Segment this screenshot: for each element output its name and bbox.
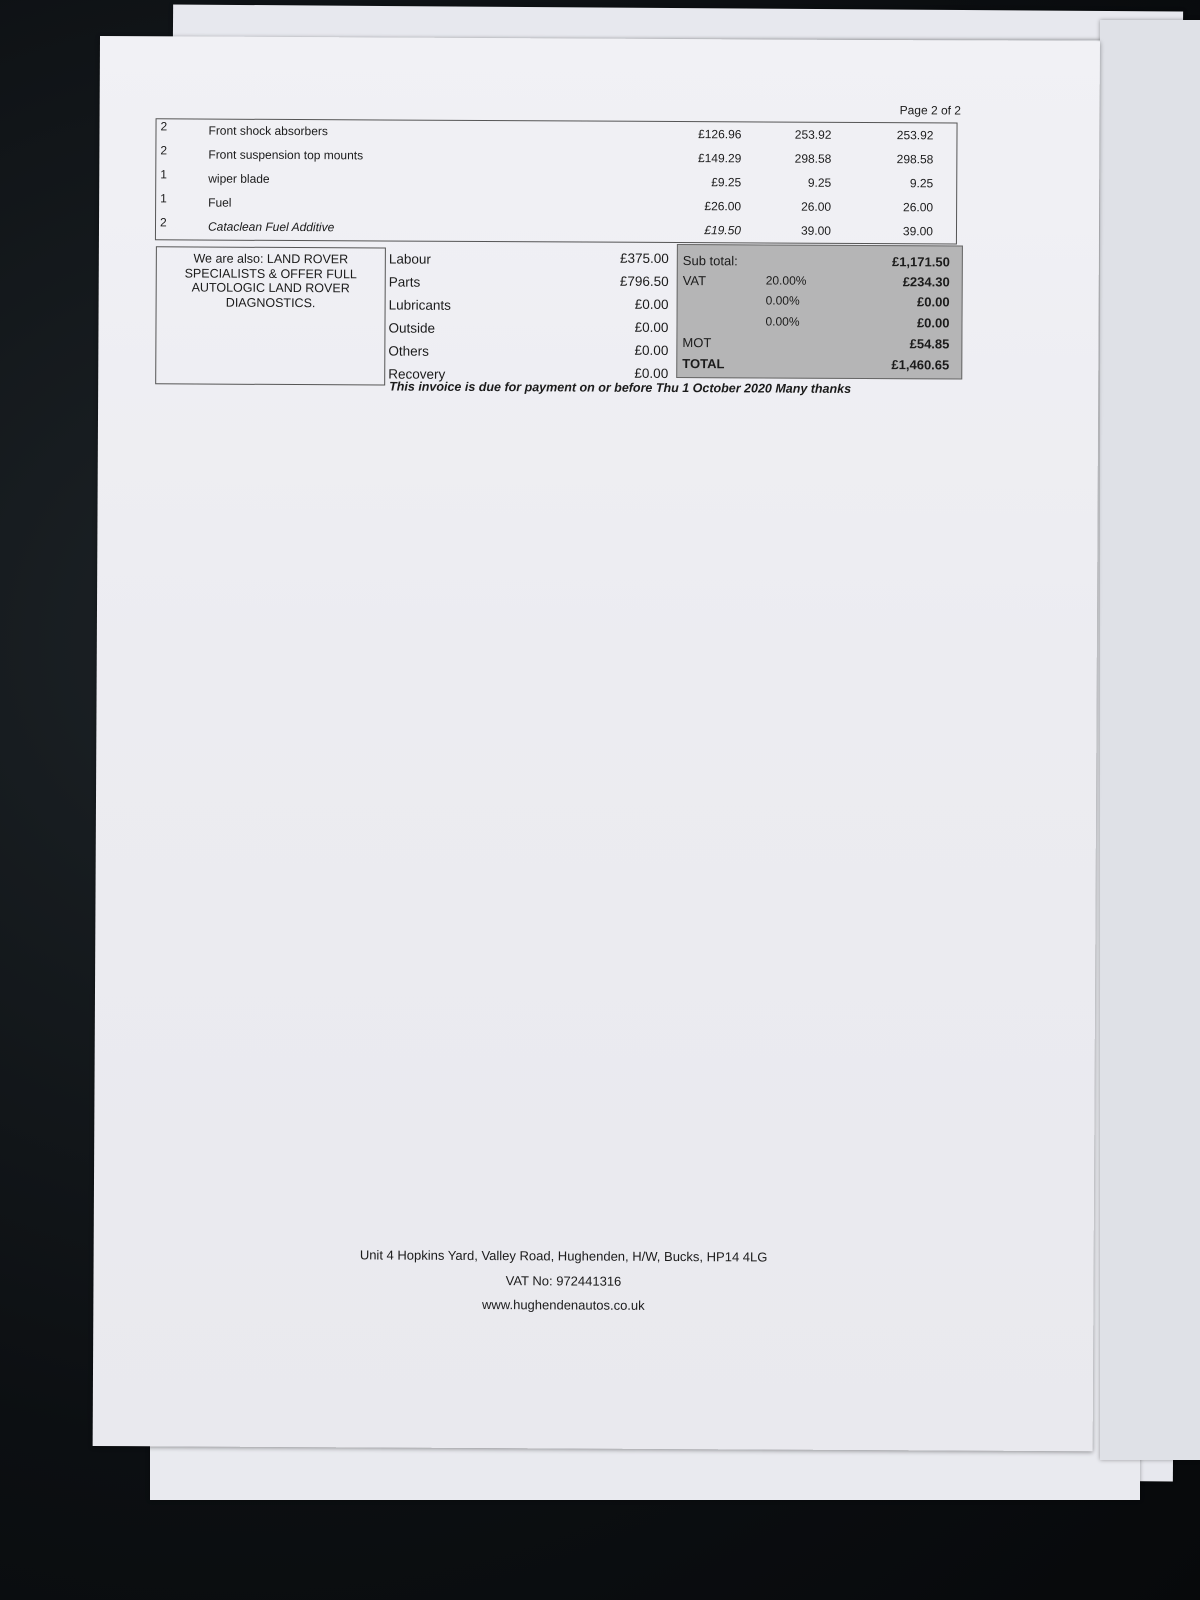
item-net: 39.00 — [800, 223, 832, 238]
item-description: Cataclean Fuel Additive — [207, 219, 335, 235]
item-total: 298.58 — [896, 152, 934, 167]
breakdown-value: £0.00 — [634, 319, 669, 335]
item-unit-price: £19.50 — [704, 223, 742, 238]
item-qty: 1 — [160, 191, 167, 206]
breakdown-value: £796.50 — [619, 273, 669, 289]
promo-line: DIAGNOSTICS. — [225, 295, 316, 310]
promo-line: AUTOLOGIC LAND ROVER — [191, 280, 350, 296]
invoice-page — [93, 36, 1100, 1451]
total-row — [677, 356, 961, 377]
vat-value: £234.30 — [902, 274, 950, 290]
promo-box — [155, 246, 386, 385]
stacked-paper — [1100, 20, 1200, 1460]
payment-due-note: This invoice is due for payment on or before Thu 1 October 2020 Many thanks — [389, 379, 852, 396]
item-unit-price: £126.96 — [698, 127, 742, 142]
item-description: wiper blade — [208, 171, 270, 186]
table-row — [156, 143, 956, 170]
zero-rate-value: £0.00 — [916, 315, 950, 331]
item-net: 9.25 — [807, 175, 832, 190]
breakdown-row — [389, 250, 669, 274]
total-label: TOTAL — [682, 356, 725, 372]
table-row — [156, 167, 956, 194]
item-qty: 2 — [160, 119, 168, 134]
subtotal-value: £1,171.50 — [891, 254, 950, 270]
footer-website: www.hughendenautos.co.uk — [482, 1297, 645, 1313]
item-total: 39.00 — [902, 224, 934, 239]
zero-rate: 0.00% — [765, 314, 800, 329]
vat-row — [678, 273, 962, 294]
page-number: Page 2 of 2 — [899, 103, 962, 118]
breakdown-label: Lubricants — [388, 297, 451, 313]
table-row — [156, 215, 956, 242]
footer-vat-number: VAT No: 972441316 — [505, 1273, 622, 1289]
total-value: £1,460.65 — [891, 357, 950, 373]
item-net: 298.58 — [794, 151, 832, 166]
promo-line: We are also: LAND ROVER — [193, 251, 349, 267]
item-unit-price: £149.29 — [697, 151, 742, 166]
item-qty: 2 — [159, 215, 167, 230]
zero-rate-row — [677, 314, 961, 335]
breakdown-row — [389, 296, 669, 320]
item-total: 9.25 — [909, 176, 934, 191]
breakdown-label: Parts — [388, 274, 421, 290]
breakdown-value: £0.00 — [634, 365, 669, 381]
breakdown-value: £0.00 — [634, 342, 669, 358]
table-row — [156, 191, 956, 218]
item-unit-price: £9.25 — [711, 175, 742, 190]
breakdown-label: Outside — [388, 320, 436, 336]
breakdown-row — [388, 319, 668, 343]
item-unit-price: £26.00 — [704, 199, 742, 214]
item-total: 253.92 — [896, 128, 934, 143]
zero-rate-row — [678, 293, 962, 314]
mot-label: MOT — [682, 335, 712, 351]
footer-address: Unit 4 Hopkins Yard, Valley Road, Hughenden, H/W, Bucks, HP14 4LG — [359, 1247, 768, 1265]
vat-label: VAT — [682, 273, 707, 289]
breakdown-label: Labour — [388, 251, 431, 267]
line-items-table — [155, 118, 958, 244]
breakdown-value: £0.00 — [634, 296, 669, 312]
promo-line: SPECIALISTS & OFFER FULL — [184, 265, 357, 281]
breakdown-value: £375.00 — [619, 250, 669, 266]
item-description: Fuel — [208, 195, 232, 210]
subtotal-label: Sub total: — [682, 253, 738, 269]
breakdown-label: Recovery — [388, 366, 446, 382]
cost-breakdown — [388, 250, 669, 389]
vat-rate: 20.00% — [765, 273, 807, 288]
item-total: 26.00 — [903, 200, 934, 215]
mot-row — [677, 335, 961, 356]
item-net: 26.00 — [801, 199, 832, 214]
mot-value: £54.85 — [909, 336, 950, 352]
zero-rate-value: £0.00 — [917, 294, 950, 310]
totals-summary — [676, 244, 963, 379]
zero-rate: 0.00% — [765, 293, 800, 308]
breakdown-row — [388, 342, 668, 366]
promo-text — [157, 247, 385, 310]
item-qty: 2 — [160, 143, 168, 158]
breakdown-row — [389, 273, 669, 297]
table-row — [156, 119, 956, 146]
item-net: 253.92 — [794, 127, 832, 142]
subtotal-row — [678, 253, 962, 274]
breakdown-label: Others — [388, 343, 429, 359]
item-qty: 1 — [160, 167, 168, 182]
item-description: Front suspension top mounts — [208, 147, 364, 163]
item-description: Front shock absorbers — [208, 123, 328, 139]
